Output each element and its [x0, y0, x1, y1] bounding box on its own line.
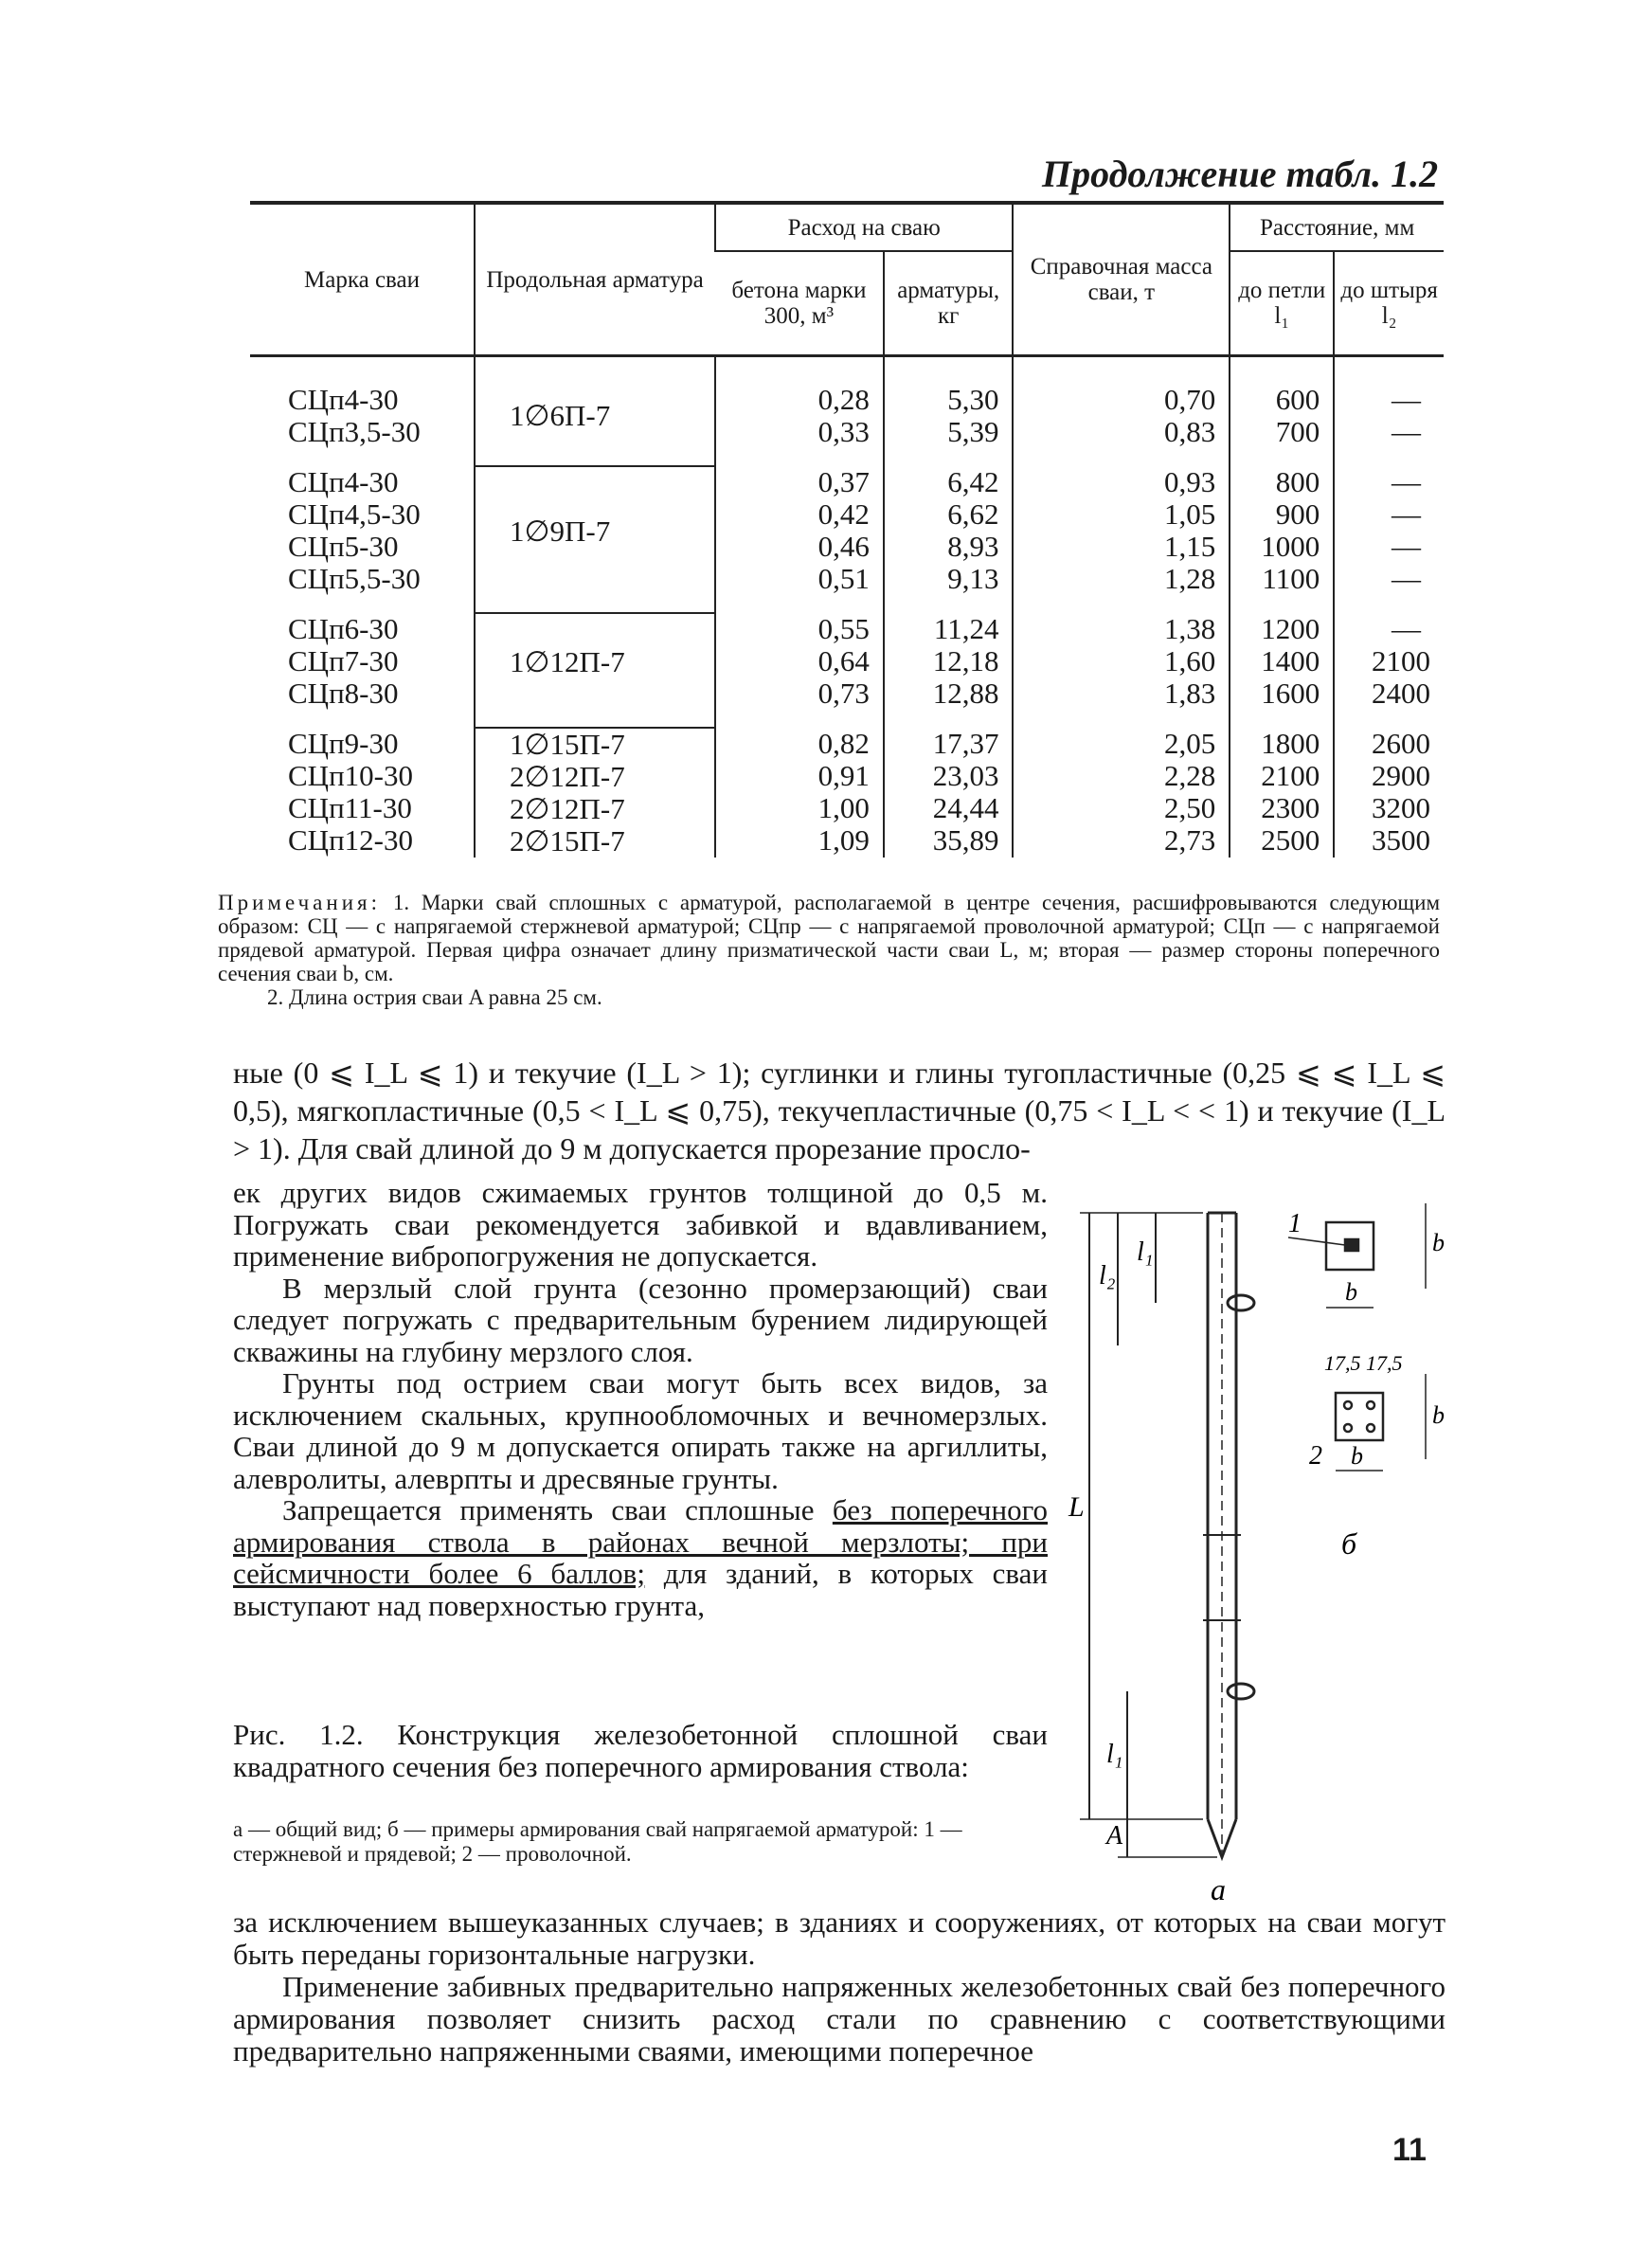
- cell-marks-value: СЦп4-30: [288, 383, 399, 416]
- table-spacer: [250, 448, 1444, 466]
- header-consumption: Расход на сваю: [715, 203, 1013, 251]
- label-L: L: [1068, 1491, 1085, 1523]
- label-bb: б: [1341, 1526, 1357, 1561]
- cell-pin: [1334, 613, 1444, 710]
- reinforcement-value: 1∅12П-7: [510, 645, 625, 678]
- header-reinforcement: Продольная арматура: [475, 203, 715, 356]
- cell-marks: [250, 613, 475, 710]
- cell-mass-value: 2,28: [1164, 759, 1216, 792]
- header-distance: Расстояние, мм: [1230, 203, 1444, 251]
- label-b-2: b: [1351, 1442, 1363, 1470]
- cell-loop-value: 1800: [1261, 727, 1320, 760]
- cell-loop: [1230, 728, 1334, 858]
- cell-mass-value: 0,70: [1164, 383, 1216, 416]
- cell-reinforcement: [475, 384, 715, 448]
- label-A: A: [1106, 1821, 1123, 1851]
- cell-mass: [1013, 728, 1230, 858]
- cell-pin-value: —: [1392, 383, 1421, 416]
- cell-concrete-value: 1,09: [817, 823, 870, 857]
- cell-pin-value: 3200: [1372, 791, 1430, 824]
- table-spacer: [250, 710, 1444, 728]
- cell-steel-value: 6,42: [947, 465, 999, 498]
- note-1: 1. Марки свай сплошных с арматурой, располагаемой в центре сечения, расшифровываются следующим образом: СЦ — с напрягаемой стержневой арматурой; СЦпр — с напрягаемой проволочной арматурой; СЦп — с напрягаемой прядевой арматурой. Первая цифра означает длину призматической части сваи L, м; вторая — размер стороны поперечного сечения сваи b, см.: [218, 891, 1440, 985]
- wire-1: [1344, 1401, 1352, 1409]
- paragraph-application: Применение забивных предварительно напряженных железобетонных свай без поперечного армирования позволяет снизить расход стали по сравнению с соответствующими предварительно напряженными сваями, имеющими поперечное: [233, 1970, 1446, 2067]
- cell-concrete-value: 0,91: [817, 759, 870, 792]
- header-to-pin: до штыря l₂: [1334, 251, 1444, 356]
- cell-loop-value: 700: [1275, 415, 1320, 448]
- header-to-loop: до петли l₁: [1230, 251, 1334, 356]
- label-175-a: 17,5: [1324, 1351, 1361, 1375]
- cell-mass: [1013, 384, 1230, 448]
- cell-steel-value: 12,18: [932, 644, 999, 677]
- cell-steel: [884, 613, 1014, 710]
- cell-marks-value: СЦп11-30: [288, 791, 412, 824]
- cell-reinforcement: [475, 466, 715, 595]
- cell-loop-value: 2300: [1261, 791, 1320, 824]
- cell-marks-value: СЦп8-30: [288, 677, 399, 710]
- label-175-b: 17,5: [1366, 1351, 1403, 1375]
- paragraph-prohibited: [233, 1494, 1048, 1621]
- header-mark: Марка сваи: [304, 266, 420, 293]
- cell-steel-value: 23,03: [932, 759, 999, 792]
- header-steel: арматуры, кг: [884, 251, 1014, 356]
- cell-mass-value: 2,50: [1164, 791, 1216, 824]
- cell-reinforcement-value: 2∅12П-7: [510, 792, 625, 825]
- figure-caption: [233, 1719, 1048, 1783]
- cell-concrete-value: 0,73: [817, 677, 870, 710]
- figure-legend: а — общий вид; б — примеры армирования свай напрягаемой арматурой: 1 — стержневой и прядевой; 2 — проволочной.: [233, 1817, 962, 1866]
- upper-loop: [1228, 1295, 1254, 1310]
- cell-marks-value: СЦп3,5-30: [288, 415, 421, 448]
- reinforcement-value: 1∅9П-7: [510, 515, 611, 548]
- paragraph-exceptions: за исключением вышеуказанных случаев; в зданиях и сооружениях, от которых на сваи могут быть переданы горизонтальные нагрузки.: [233, 1905, 1446, 1971]
- section-1-strand: [1345, 1239, 1358, 1251]
- cell-pin-value: —: [1392, 415, 1421, 448]
- cell-marks-value: СЦп10-30: [288, 759, 413, 792]
- cell-loop: [1230, 466, 1334, 595]
- cell-loop: [1230, 384, 1334, 448]
- cell-mass-value: 1,83: [1164, 677, 1216, 710]
- cell-marks-value: СЦп4-30: [288, 465, 399, 498]
- cell-marks-value: СЦп5,5-30: [288, 562, 421, 595]
- cell-steel: [884, 384, 1014, 448]
- table-spacer: [250, 595, 1444, 613]
- reinforcement-value: 1∅6П-7: [510, 399, 611, 432]
- header-mass: Справочная масса сваи, т: [1013, 203, 1230, 356]
- cell-steel-value: 6,62: [947, 497, 999, 531]
- label-l1-bottom: l₁: [1106, 1740, 1123, 1769]
- cell-pin: [1334, 728, 1444, 858]
- leader-1: [1288, 1237, 1345, 1245]
- cell-loop-value: 900: [1275, 497, 1320, 531]
- table-row-group: [250, 384, 1444, 448]
- cell-loop-value: 800: [1275, 465, 1320, 498]
- cell-pin-value: —: [1392, 562, 1421, 595]
- label-1: 1: [1288, 1209, 1302, 1238]
- cell-reinforcement: [475, 613, 715, 710]
- cell-mass-value: 2,05: [1164, 727, 1216, 760]
- label-b-1: b: [1345, 1278, 1357, 1306]
- cell-marks: [250, 728, 475, 858]
- cell-reinforcement-value: 1∅15П-7: [510, 728, 625, 761]
- cell-pin-value: 2400: [1372, 677, 1430, 710]
- paragraph-layers: ек других видов сжимаемых грунтов толщиной до 0,5 м. Погружать сваи рекомендуется забивкой и вдавливанием, применение вибропогружения не допускается.: [233, 1176, 1048, 1273]
- cell-pin: [1334, 384, 1444, 448]
- figure-title: Рис. 1.2. Конструкция железобетонной сплошной сваи квадратного сечения без поперечного армирования ствола:: [233, 1718, 1048, 1783]
- cell-marks: [250, 384, 475, 448]
- cell-pin-value: 3500: [1372, 823, 1430, 857]
- lower-loop: [1228, 1684, 1254, 1699]
- paragraph-frozen: В мерзлый слой грунта (сезонно промерзающий) сваи следует погружать с предварительным бурением лидирующей скважины на глубину мерзлого слоя.: [233, 1271, 1048, 1368]
- cell-pin-value: —: [1392, 497, 1421, 531]
- notes-label: Примечания:: [218, 891, 381, 914]
- cell-marks-value: СЦп6-30: [288, 612, 399, 645]
- cell-mass: [1013, 613, 1230, 710]
- cell-concrete-value: 0,55: [817, 612, 870, 645]
- prohibited-start: Запрещается применять сваи сплошные: [282, 1493, 833, 1526]
- table-notes: [218, 891, 1440, 1009]
- paragraph-soils: ные (0 ⩽ I_L ⩽ 1) и текучие (I_L > 1); суглинки и глины тугопластичные (0,25 ⩽ ⩽ I_L ⩽ 0,5), мягкопластичные (0,5 < I_L ⩽ 0,75), текучепластичные (0,75 < I_L < < 1) и текучие (I_L > 1). Для свай длиной до 9 м допускается прорезание просло-: [233, 1056, 1446, 1165]
- cell-pin-value: 2600: [1372, 727, 1430, 760]
- wire-4: [1367, 1424, 1374, 1432]
- body-text-bottom: [233, 1906, 1446, 2067]
- cell-mass-value: 1,60: [1164, 644, 1216, 677]
- cell-mass-value: 0,83: [1164, 415, 1216, 448]
- cell-loop: [1230, 613, 1334, 710]
- cell-concrete-value: 0,42: [817, 497, 870, 531]
- cell-concrete-value: 0,37: [817, 465, 870, 498]
- cell-steel-value: 11,24: [933, 612, 999, 645]
- cell-marks-value: СЦп7-30: [288, 644, 399, 677]
- cell-loop-value: 2100: [1261, 759, 1320, 792]
- section-examples: [1288, 1203, 1426, 1471]
- cell-mass-value: 2,73: [1164, 823, 1216, 857]
- note-2: 2. Длина острия сваи A равна 25 см.: [267, 985, 602, 1009]
- cell-pin-value: —: [1392, 465, 1421, 498]
- cell-loop-value: 600: [1275, 383, 1320, 416]
- prohibited-underlined: без поперечного армирования ствола в районах вечной мерзлоты; при сейсмичности более 6 баллов;: [233, 1493, 1049, 1590]
- cell-marks: [250, 466, 475, 595]
- cell-concrete-value: 0,51: [817, 562, 870, 595]
- cell-marks-value: СЦп12-30: [288, 823, 413, 857]
- cell-steel-value: 24,44: [932, 791, 999, 824]
- cell-steel-value: 8,93: [947, 530, 999, 563]
- cell-mass-value: 1,15: [1164, 530, 1216, 563]
- paragraph-soils-under-tip: Грунты под острием сваи могут быть всех видов, за исключением скальных, крупнообломочных и вечномерзлых. Сваи длиной до 9 м допускается опирать также на аргиллиты, алевролиты, алеврпты и дресвяные грунты.: [233, 1366, 1048, 1495]
- cell-pin-value: —: [1392, 612, 1421, 645]
- cell-concrete: [715, 613, 884, 710]
- cell-concrete-value: 0,28: [817, 383, 870, 416]
- label-a: а: [1211, 1872, 1226, 1905]
- label-l2: l₂: [1099, 1261, 1116, 1291]
- cell-steel-value: 9,13: [947, 562, 999, 595]
- cell-reinforcement-value: 2∅15П-7: [510, 824, 625, 858]
- cell-concrete: [715, 466, 884, 595]
- cell-concrete: [715, 384, 884, 448]
- cell-loop-value: 1200: [1261, 612, 1320, 645]
- cell-loop-value: 1400: [1261, 644, 1320, 677]
- cell-loop-value: 2500: [1261, 823, 1320, 857]
- cell-pin: [1334, 466, 1444, 595]
- table-caption: Продолжение табл. 1.2: [1042, 153, 1439, 195]
- cell-pin-value: 2900: [1372, 759, 1430, 792]
- cell-pin-value: 2100: [1372, 644, 1430, 677]
- table-body: [250, 356, 1444, 858]
- cell-concrete-value: 0,64: [817, 644, 870, 677]
- label-l1-top: l₁: [1137, 1237, 1154, 1267]
- pile-table: [250, 201, 1444, 858]
- cell-steel-value: 17,37: [932, 727, 999, 760]
- cell-concrete-value: 0,33: [817, 415, 870, 448]
- cell-mass-value: 0,93: [1164, 465, 1216, 498]
- cell-steel: [884, 728, 1014, 858]
- table-row-group: [250, 466, 1444, 595]
- cell-mass-value: 1,28: [1164, 562, 1216, 595]
- cell-reinforcement: [475, 728, 715, 858]
- column-text: [233, 1177, 1048, 1621]
- cell-concrete-value: 0,82: [817, 727, 870, 760]
- table-spacer: [250, 356, 1444, 385]
- cell-steel-value: 5,39: [947, 415, 999, 448]
- cell-concrete: [715, 728, 884, 858]
- cell-marks-value: СЦп9-30: [288, 727, 399, 760]
- cell-steel-value: 35,89: [932, 823, 999, 857]
- cell-steel-value: 12,88: [932, 677, 999, 710]
- wire-2: [1367, 1401, 1374, 1409]
- wire-3: [1344, 1424, 1352, 1432]
- cell-pin-value: —: [1392, 530, 1421, 563]
- cell-marks-value: СЦп5-30: [288, 530, 399, 563]
- cell-steel: [884, 466, 1014, 595]
- table-row-group: [250, 728, 1444, 858]
- cell-reinforcement-value: 2∅12П-7: [510, 760, 625, 793]
- table-row-group: [250, 613, 1444, 710]
- cell-mass: [1013, 466, 1230, 595]
- cell-mass-value: 1,05: [1164, 497, 1216, 531]
- cell-concrete-value: 0,46: [817, 530, 870, 563]
- cell-marks-value: СЦп4,5-30: [288, 497, 421, 531]
- cell-loop-value: 1600: [1261, 677, 1320, 710]
- label-2: 2: [1309, 1441, 1322, 1471]
- label-b-1v: b: [1432, 1229, 1445, 1256]
- body-text-top: [233, 1054, 1446, 1167]
- section-2-square: [1336, 1393, 1383, 1440]
- label-b-2v: b: [1432, 1401, 1445, 1429]
- header-concrete: бетона марки 300, м³: [715, 251, 884, 356]
- cell-loop-value: 1000: [1261, 530, 1320, 563]
- cell-loop-value: 1100: [1262, 562, 1320, 595]
- prohibited-end: для зданий, в которых сваи выступают над поверхностью грунта,: [233, 1557, 1048, 1622]
- cell-concrete-value: 1,00: [817, 791, 870, 824]
- pile-figure: [1061, 1175, 1459, 1905]
- cell-mass-value: 1,38: [1164, 612, 1216, 645]
- page-number: 11: [1392, 2132, 1427, 2168]
- cell-steel-value: 5,30: [947, 383, 999, 416]
